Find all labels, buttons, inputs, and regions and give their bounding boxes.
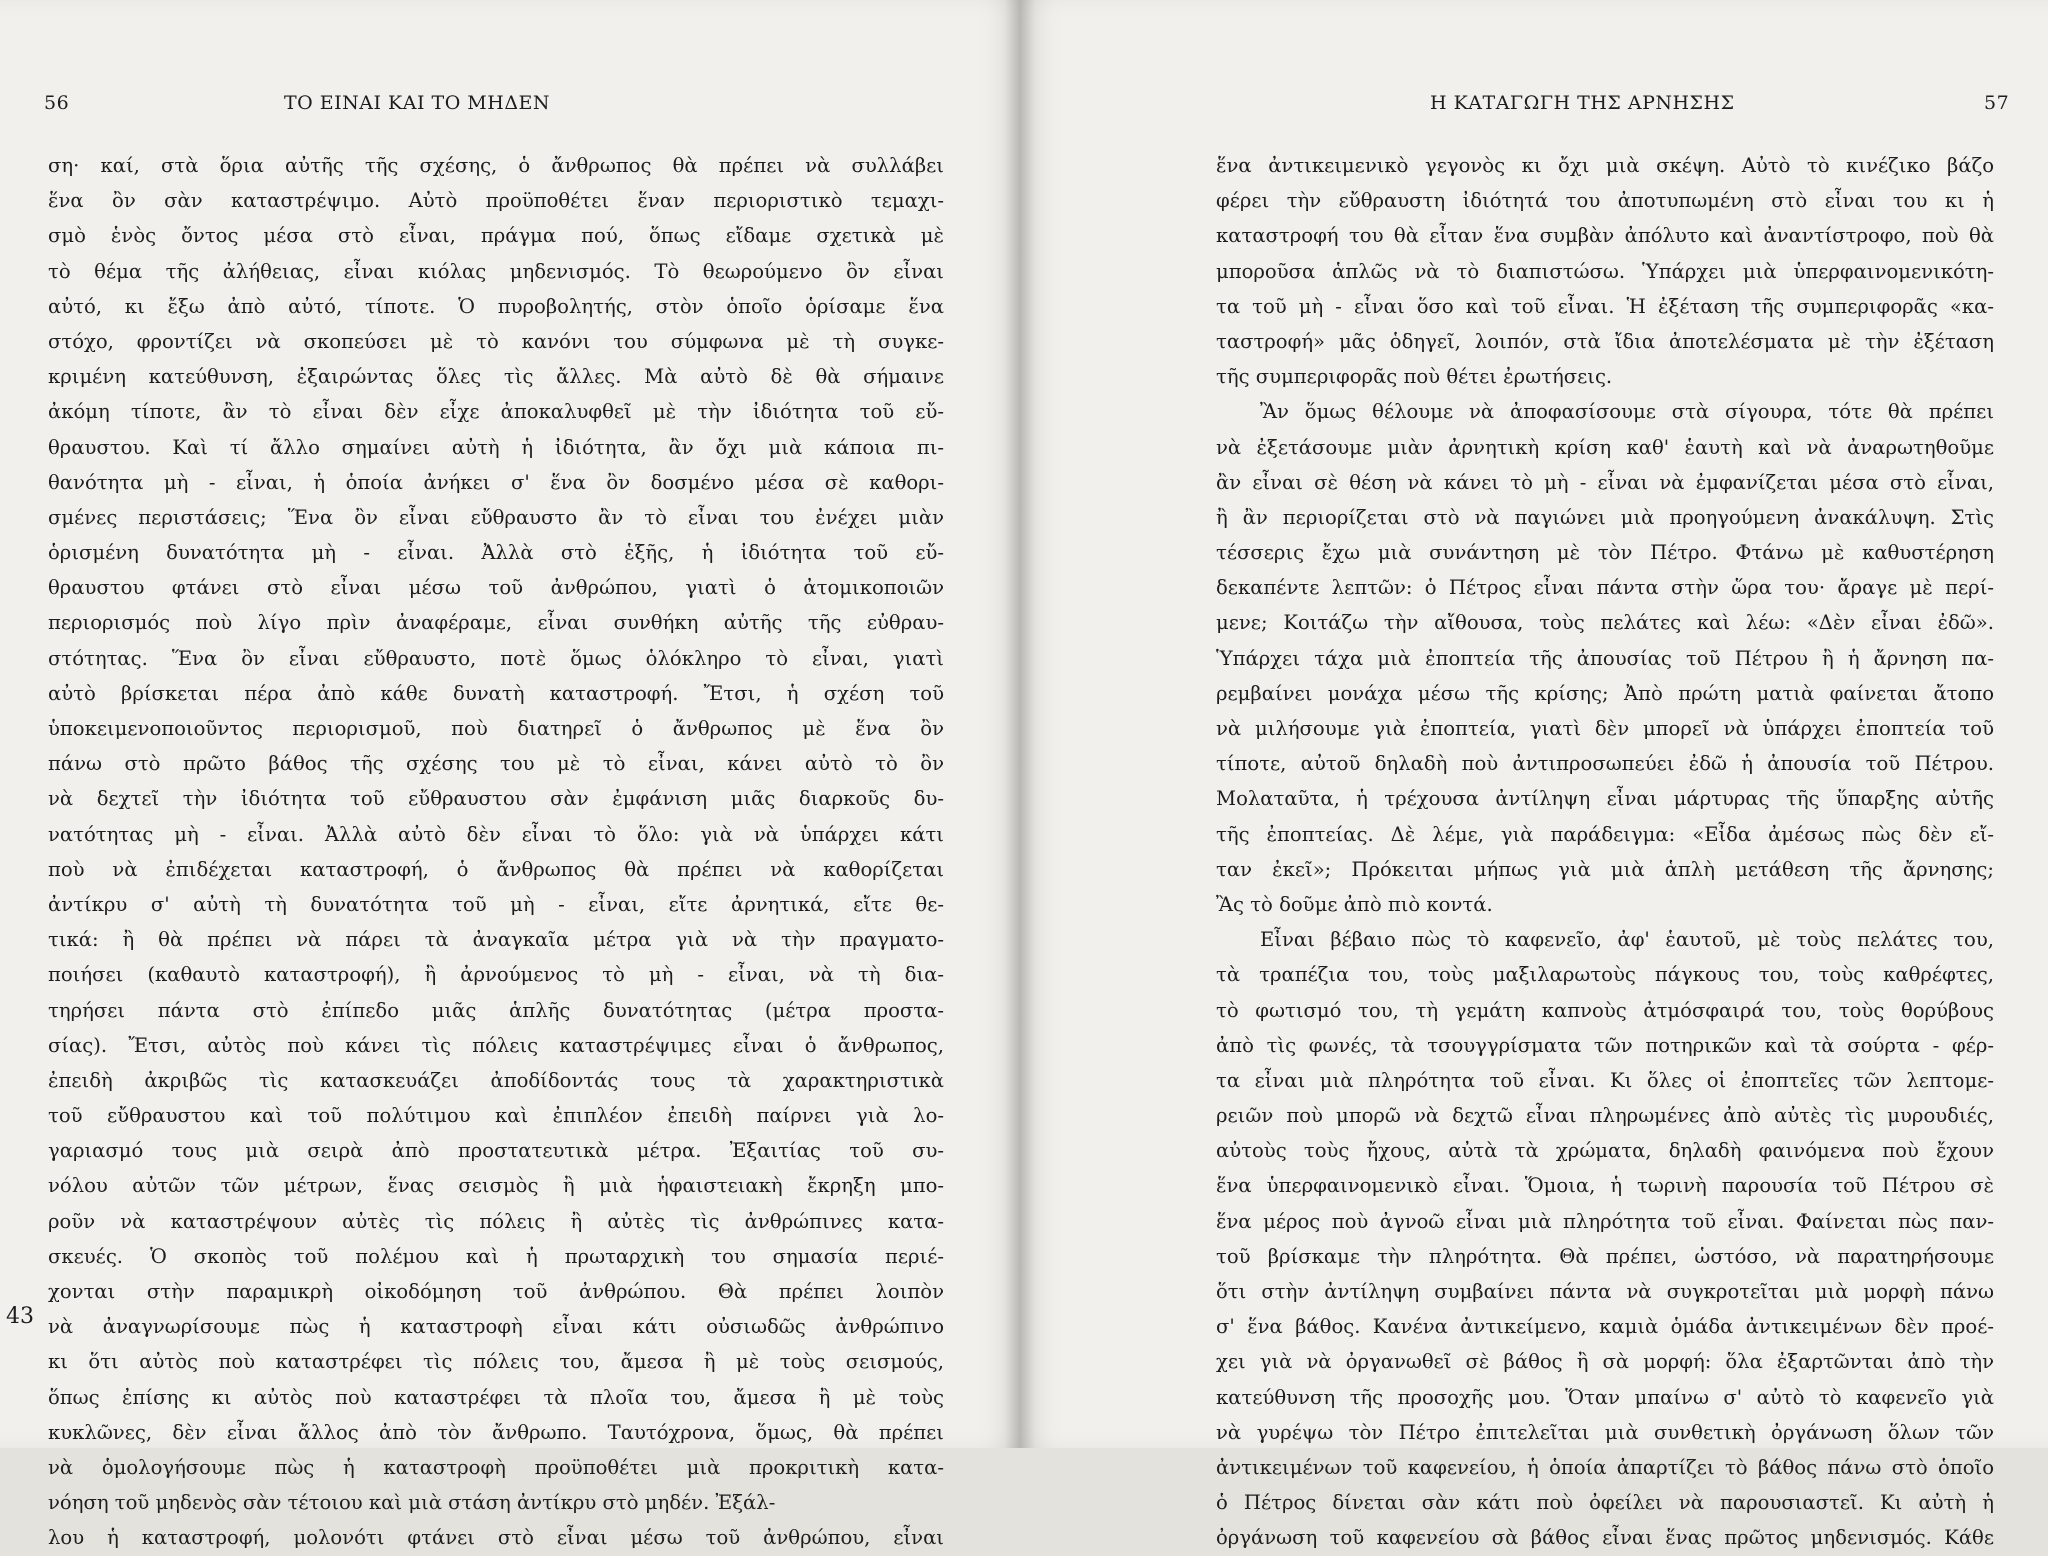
page-number: 57 bbox=[1984, 92, 2010, 114]
text-line: ση· καί, στὰ ὅρια αὐτῆς τῆς σχέσης, ὁ ἄνθρωπος θὰ πρέπει νὰ συλλάβει bbox=[48, 154, 944, 177]
text-line: ἐπειδὴ ἀκριβῶς τὶς κατασκευάζει ἀποδίδοντάς τους τὰ χαρακτηριστικὰ bbox=[48, 1068, 944, 1092]
text-line: χονται στὴν παραμικρὴ οἰκοδόμηση τοῦ ἀνθρώπου. Θὰ πρέπει λοιπὸν bbox=[48, 1280, 944, 1303]
text-line: νὰ γυρέψω τὸν Πέτρο ἐπιτελεῖται μιὰ συνθετικὴ ὀργάνωση ὅλων τῶν bbox=[1216, 1420, 1994, 1444]
text-line: τῆς ἐποπτείας. Δὲ λέμε, γιὰ παράδειγμα: «Εἶδα ἀμέσως πὼς δὲν εἴ- bbox=[1216, 822, 1994, 846]
text-line: τίποτε, αὐτοῦ δηλαδὴ ποὺ ἀντιπροσωπεύει ἐδῶ ἡ ἀπουσία τοῦ Πέτρου. bbox=[1216, 752, 1994, 776]
text-line: νατότητας μὴ - εἶναι. Ἀλλὰ αὐτὸ δὲν εἶναι τὸ ὅλο: γιὰ νὰ ὑπάρχει κάτι bbox=[48, 822, 944, 846]
text-line: σίας). Ἔτσι, αὐτὸς ποὺ κάνει τὶς πόλεις καταστρέψιμες εἶναι ὁ ἄνθρωπος, bbox=[48, 1033, 944, 1057]
text-line: Εἶναι βέβαιο πὼς τὸ καφενεῖο, ἀφ' ἑαυτοῦ, μὲ τοὺς πελάτες του, bbox=[1260, 928, 1994, 952]
text-line: μποροῦσα ἁπλῶς νὰ τὸ διαπιστώσω. Ὑπάρχει μιὰ ὑπερφαινομενικότη- bbox=[1216, 259, 1994, 283]
text-line: τοῦ βρίσκαμε τὴν πληρότητα. Θὰ πρέπει, ὡστόσο, νὰ παρατηρήσουμε bbox=[1216, 1244, 1994, 1268]
text-line: τῆς συμπεριφορᾶς ποὺ θέτει ἐρωτήσεις. bbox=[1216, 365, 1613, 389]
text-line: κατεύθυνση τῆς προσοχῆς μου. Ὅταν μπαίνω σ' αὐτὸ τὸ καφενεῖο γιὰ bbox=[1216, 1385, 1994, 1409]
text-line: ἕνα ὂν σὰν καταστρέψιμο. Αὐτὸ προϋποθέτει ἕναν περιοριστικὸ τεμαχι- bbox=[48, 189, 944, 213]
text-line: Ἂς τὸ δοῦμε ἀπὸ πιὸ κοντά. bbox=[1216, 892, 1493, 916]
text-line: τοῦ εὔθραυστου καὶ τοῦ πολύτιμου καὶ ἐπιπλέον ἐπειδὴ παίρνει γιὰ λο- bbox=[48, 1104, 944, 1128]
text-line: καταστροφή του θὰ εἶταν ἕνα συμβὰν ἀπόλυτο καὶ ἀναντίστροφο, ποὺ θὰ bbox=[1216, 224, 1994, 248]
text-line: τα τοῦ μὴ - εἶναι ὅσο καὶ τοῦ εἶναι. Ἡ ἐξέταση τῆς συμπεριφορᾶς «κα- bbox=[1216, 294, 1994, 318]
text-line: ὁρισμένη δυνατότητα μὴ - εἶναι. Ἀλλὰ στὸ ἑξῆς, ἡ ἰδιότητα τοῦ εὔ- bbox=[48, 541, 944, 565]
text-line: τέσσερις ἔχω μιὰ συνάντηση μὲ τὸν Πέτρο. Φτάνω μὲ καθυστέρηση bbox=[1216, 541, 1994, 565]
text-line: ρειῶν ποὺ μπορῶ νὰ δεχτῶ εἶναι πληρωμένες ἀπὸ αὐτὲς τὶς μυρουδιές, bbox=[1216, 1104, 1994, 1128]
text-line: Ἂν ὅμως θέλουμε νὰ ἀποφασίσουμε στὰ σίγουρα, τότε θὰ πρέπει bbox=[1260, 400, 1994, 424]
text-line: περιορισμός ποὺ λίγο πρὶν ἀναφέραμε, εἶναι συνθήκη αὐτῆς τῆς εὐθραυ- bbox=[48, 611, 944, 635]
text-line: τηρήσει πάντα στὸ ἐπίπεδο μιᾶς ἁπλῆς δυνατότητας (μέτρα προστα- bbox=[48, 998, 944, 1022]
running-header: Η ΚΑΤΑΓΩΓΗ ΤΗΣ ΑΡΝΗΣΗΣ bbox=[1430, 92, 1735, 114]
text-line: τὰ τραπέζια του, τοὺς μαξιλαρωτοὺς πάγκους του, τοὺς καθρέφτες, bbox=[1216, 963, 1994, 987]
text-line: πάνω στὸ πρῶτο βάθος τῆς σχέσης του μὲ τὸ εἶναι, κάνει αὐτὸ τὸ ὂν bbox=[48, 752, 944, 776]
text-line: νόηση τοῦ μηδενὸς σὰν τέτοιου καὶ μιὰ στάση ἀντίκρυ στὸ μηδέν. Ἐξάλ- bbox=[48, 1491, 776, 1515]
text-line: τικά: ἢ θὰ πρέπει νὰ πάρει τὰ ἀναγκαῖα μέτρα γιὰ νὰ τὴν πραγματο- bbox=[48, 928, 944, 952]
text-line: νόλου αὐτῶν τῶν μέτρων, ἕνας σεισμὸς ἢ μιὰ ἡφαιστειακὴ ἔκρηξη μπο- bbox=[48, 1174, 944, 1198]
text-line: ὅτι στὴν ἀντίληψη συμβαίνει πάντα νὰ συγκροτεῖται μιὰ μορφὴ πάνω bbox=[1216, 1280, 1994, 1303]
text-line: ἀκόμη τίποτε, ἂν τὸ εἶναι δὲν εἶχε ἀποκαλυφθεῖ μὲ τὴν ἰδιότητα τοῦ εὔ- bbox=[48, 400, 944, 424]
text-line: αὐτὸ βρίσκεται πέρα ἀπὸ κάθε δυνατὴ καταστροφή. Ἔτσι, ἡ σχέση τοῦ bbox=[48, 681, 944, 705]
text-line: τὸ θέμα τῆς ἀλήθειας, εἶναι κιόλας μηδενισμός. Τὸ θεωρούμενο ὂν εἶναι bbox=[48, 259, 944, 283]
text-line: ὅπως ἐπίσης κι αὐτὸς ποὺ καταστρέφει τὰ πλοῖα του, ἄμεσα ἢ μὲ τοὺς bbox=[48, 1385, 944, 1409]
text-line: ἂν εἶναι σὲ θέση νὰ κάνει τὸ μὴ - εἶναι νὰ ἐμφανίζεται μέσα στὸ εἶναι, bbox=[1216, 470, 1994, 494]
text-line: ὀργάνωση τοῦ καφενείου σὰ βάθος εἶναι ἕνας πρῶτος μηδενισμός. Κάθε bbox=[1216, 1526, 1994, 1550]
text-line: νὰ ὁμολογήσουμε πὼς ἡ καταστροφὴ προϋποθέτει μιὰ προκριτικὴ κατα- bbox=[48, 1455, 944, 1479]
margin-number: 43 bbox=[6, 1304, 34, 1329]
text-line: τα εἶναι μιὰ πληρότητα τοῦ εἶναι. Κι ὅλες οἱ ἐποπτεῖες τῶν λεπτομε- bbox=[1216, 1068, 1994, 1092]
text-line: δεκαπέντε λεπτῶν: ὁ Πέτρος εἶναι πάντα στὴν ὥρα του· ἄραγε μὲ περί- bbox=[1216, 576, 1994, 600]
text-line: αὐτό, κι ἔξω ἀπὸ αὐτό, τίποτε. Ὁ πυροβολητής, στὸν ὁποῖο ὁρίσαμε ἕνα bbox=[48, 294, 944, 318]
text-line: κυκλῶνες, δὲν εἶναι ἄλλος ἀπὸ τὸν ἄνθρωπο. Ταυτόχρονα, ὅμως, θὰ πρέπει bbox=[48, 1420, 944, 1444]
text-line: θανότητα μὴ - εἶναι, ἡ ὁποία ἀνήκει σ' ἕνα ὂν δοσμένο μέσα σὲ καθορι- bbox=[48, 470, 944, 494]
text-line: φέρει τὴν εὔθραυστη ἰδιότητά του ἀποτυπωμένη στὸ εἶναι του κι ἡ bbox=[1216, 189, 1994, 213]
text-line: ποιήσει (καθαυτὸ καταστροφή), ἢ ἀρνούμενος τὸ μὴ - εἶναι, νὰ τὴ δια- bbox=[48, 963, 944, 987]
text-line: κι ὅτι αὐτὸς ποὺ καταστρέφει τὶς πόλεις του, ἄμεσα ἢ μὲ τοὺς σεισμούς, bbox=[48, 1350, 944, 1374]
text-line: ἕνα ὑπερφαινομενικὸ εἶναι. Ὅμοια, ἡ τωρινὴ παρουσία τοῦ Πέτρου σὲ bbox=[1216, 1174, 1994, 1198]
text-line: σκευές. Ὁ σκοπὸς τοῦ πολέμου καὶ ἡ πρωταρχικὴ του σημασία περιέ- bbox=[48, 1244, 944, 1268]
text-line: νὰ δεχτεῖ τὴν ἰδιότητα τοῦ εὔθραυστου σὰν ἐμφάνιση μιᾶς διαρκοῦς δυ- bbox=[48, 787, 944, 811]
text-line: Μολαταῦτα, ἡ τρέχουσα ἀντίληψη εἶναι μάρτυρας τῆς ὕπαρξης αὐτῆς bbox=[1216, 787, 1994, 811]
text-line: στότητας. Ἕνα ὂν εἶναι εὔθραυστο, ποτὲ ὅμως ὁλόκληρο τὸ εἶναι, γιατὶ bbox=[48, 646, 944, 670]
text-line: σμένες περιστάσεις; Ἕνα ὂν εἶναι εὔθραυστο ἂν τὸ εἶναι του ἐνέχει μιὰν bbox=[48, 505, 944, 529]
text-line: ἀντικειμένων τοῦ καφενείου, ἡ ὁποία ἀπαρτίζει τὸ βάθος πάνω στὸ ὁποῖο bbox=[1216, 1455, 1994, 1479]
text-line: χει γιὰ νὰ ὀργανωθεῖ σὲ βάθος ἢ σὰ μορφή: ὅλα ἐξαρτῶνται ἀπὸ τὴν bbox=[1216, 1350, 1994, 1374]
text-line: σμὸ ἑνὸς ὄντος μέσα στὸ εἶναι, πράγμα πού, ὅπως εἴδαμε σχετικὰ μὲ bbox=[48, 224, 944, 248]
text-line: νὰ ἀναγνωρίσουμε πὼς ἡ καταστροφὴ εἶναι κάτι οὐσιωδῶς ἀνθρώπινο bbox=[48, 1315, 944, 1339]
book-gutter bbox=[1004, 0, 1036, 1448]
text-line: ροῦν νὰ καταστρέψουν αὐτὲς τὶς πόλεις ἢ αὐτὲς τὶς ἀνθρώπινες κατα- bbox=[48, 1209, 944, 1233]
text-line: ταστροφή» μᾶς ὁδηγεῖ, λοιπόν, στὰ ἴδια ἀποτελέσματα μὲ τὴν ἐξέταση bbox=[1216, 329, 1994, 353]
body-text bbox=[1216, 148, 1994, 1556]
running-header: ΤΟ ΕΙΝΑΙ ΚΑΙ ΤΟ ΜΗΔΕΝ bbox=[284, 92, 551, 114]
text-line: ἀντίκρυ σ' αὐτὴ τὴ δυνατότητα τοῦ μὴ - εἶναι, εἴτε ἀρνητικά, εἴτε θε- bbox=[48, 892, 944, 916]
text-line: ταν ἐκεῖ»; Πρόκειται μήπως γιὰ μιὰ ἁπλὴ μετάθεση τῆς ἄρνησης; bbox=[1216, 857, 1994, 881]
text-line: γαριασμό τους μιὰ σειρὰ ἀπὸ προστατευτικὰ μέτρα. Ἐξαιτίας τοῦ συ- bbox=[48, 1139, 944, 1163]
right-page bbox=[1020, 0, 2048, 1550]
text-line: αὐτοὺς τοὺς ἤχους, αὐτὰ τὰ χρώματα, δηλαδὴ φαινόμενα ποὺ ἔχουν bbox=[1216, 1139, 1994, 1163]
page-number: 56 bbox=[44, 92, 70, 114]
text-line: σ' ἕνα βάθος. Κανένα ἀντικείμενο, καμιὰ ὁμάδα ἀντικειμένων δὲν προέ- bbox=[1216, 1315, 1994, 1339]
text-line: θραυστου. Καὶ τί ἄλλο σημαίνει αὐτὴ ἡ ἰδιότητα, ἂν ὄχι μιὰ κάποια πι- bbox=[48, 435, 944, 459]
text-line: μενε; Κοιτάζω τὴν αἴθουσα, τοὺς πελάτες καὶ λέω: «Δὲν εἶναι ἐδῶ». bbox=[1216, 611, 1994, 635]
text-line: Ὑπάρχει τάχα μιὰ ἐποπτεία τῆς ἀπουσίας τοῦ Πέτρου ἢ ἡ ἄρνηση πα- bbox=[1216, 646, 1994, 670]
text-line: ἢ ἂν περιορίζεται στὸ νὰ παγιώνει μιὰ προηγούμενη ἀνακάλυψη. Στὶς bbox=[1216, 505, 1994, 529]
text-line: τὸ φωτισμό του, τὴ γεμάτη καπνοὺς ἀτμόσφαιρά του, τοὺς θορύβους bbox=[1216, 998, 1994, 1022]
text-line: ποὺ νὰ ἐπιδέχεται καταστροφή, ὁ ἄνθρωπος θὰ πρέπει νὰ καθορίζεται bbox=[48, 857, 944, 881]
text-line: ἀπὸ τὶς φωνές, τὰ τσουγγρίσματα τῶν ποτηρικῶν καὶ τὰ σούρτα - φέρ- bbox=[1216, 1033, 1994, 1057]
text-line: λου ἡ καταστροφή, μολονότι φτάνει στὸ εἶναι μέσω τοῦ ἀνθρώπου, εἶναι bbox=[48, 1526, 944, 1550]
text-line: ἕνα μέρος ποὺ ἀγνοῶ εἶναι μιὰ πληρότητα τοῦ εἶναι. Φαίνεται πὼς παν- bbox=[1216, 1209, 1994, 1233]
text-line: θραυστου φτάνει στὸ εἶναι μέσω τοῦ ἀνθρώπου, γιατὶ ὁ ἀτομικοποιῶν bbox=[48, 576, 944, 600]
text-line: κριμένη κατεύθυνση, ἐξαιρώντας ὅλες τὶς ἄλλες. Μὰ αὐτὸ δὲ θὰ σήμαινε bbox=[48, 365, 944, 389]
text-line: ὑποκειμενοποιοῦντος περιορισμοῦ, ποὺ διατηρεῖ ὁ ἄνθρωπος μὲ ἕνα ὂν bbox=[48, 717, 944, 740]
text-line: ρεμβαίνει μονάχα μέσω τῆς κρίσης; Ἀπὸ πρώτη ματιὰ φαίνεται ἄτοπο bbox=[1216, 681, 1994, 705]
text-line: ἕνα ἀντικειμενικὸ γεγονὸς κι ὄχι μιὰ σκέψη. Αὐτὸ τὸ κινέζικο βάζο bbox=[1216, 154, 1994, 177]
text-line: ὁ Πέτρος δίνεται σὰν κάτι ποὺ ὀφείλει νὰ παρουσιαστεῖ. Κι αὐτὴ ἡ bbox=[1216, 1491, 1994, 1515]
text-line: νὰ ἐξετάσουμε μιὰν ἀρνητικὴ κρίση καθ' ἑαυτὴ καὶ νὰ ἀναρωτηθοῦμε bbox=[1216, 435, 1994, 459]
left-page bbox=[0, 0, 1020, 1550]
text-line: στόχο, φροντίζει νὰ σκοπεύσει μὲ τὸ κανόνι του σύμφωνα μὲ τὴ συγκε- bbox=[48, 329, 944, 353]
body-text bbox=[48, 148, 944, 1556]
text-line: νὰ μιλήσουμε γιὰ ἐποπτεία, γιατὶ δὲν μπορεῖ νὰ ὑπάρχει ἐποπτεία τοῦ bbox=[1216, 717, 1994, 740]
